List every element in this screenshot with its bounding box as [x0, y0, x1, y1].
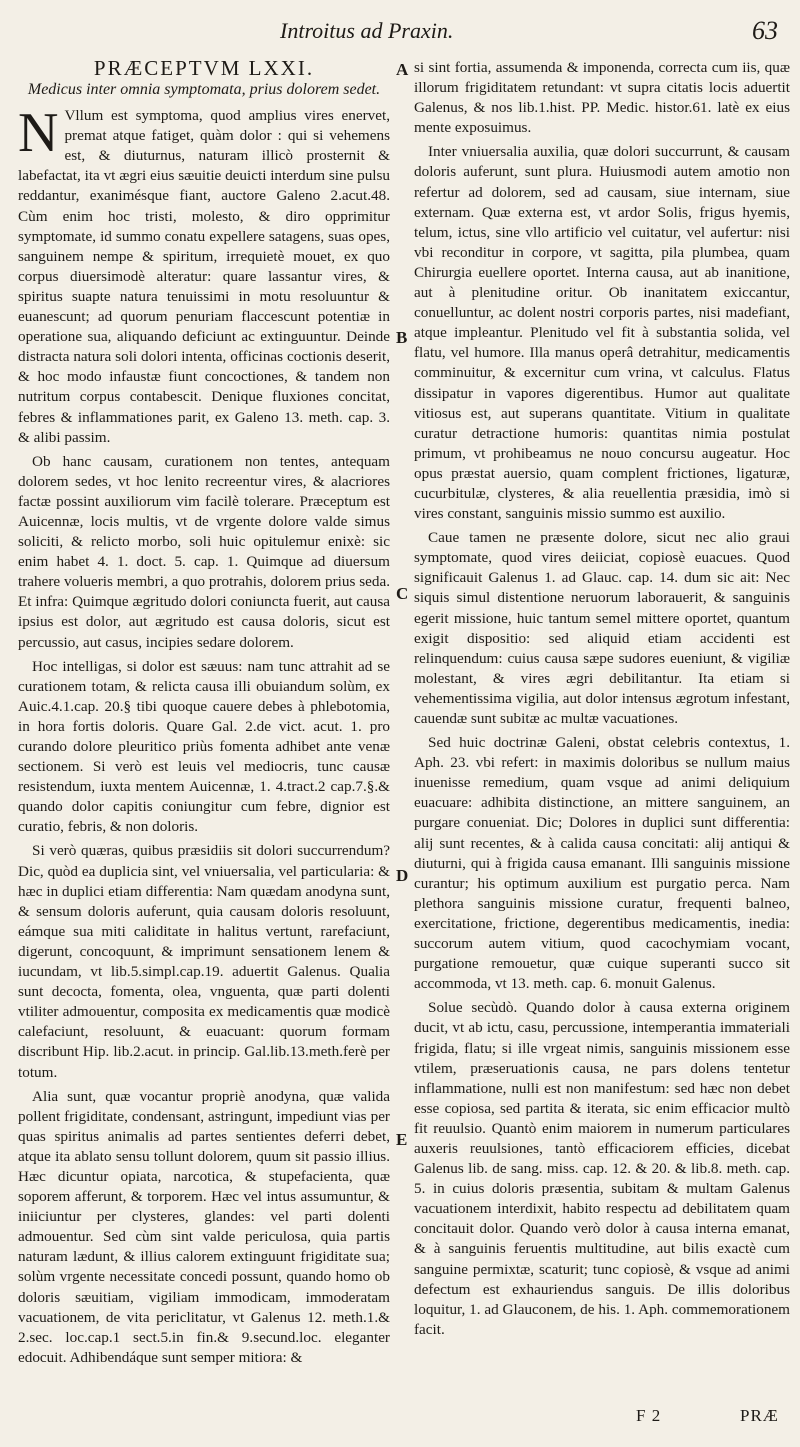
- paragraph-text: Vllum est symptoma, quod amplius vires enervet, premat atque fatiget, quàm dolor : qui si vehemens est, & diuturnus, naturam illicò prosternit & labefactat, ita vt ægri eius sæuitie deuicti interdum sine pulsu reddantur, exanimésque fiant, auctore Galeno 2.acut.48. Cùm enim hoc tristi, molesto, & diro opprimitur symptomate, id summo conatu expellere satagens, suas opes, sanguinem nempe & spiritum, irrequietè mouet, ex quo corpus diuersimodè alteratur: quare lassantur vires, & spiritus suapte natura tenuissimi in motu resoluuntur & euanescunt; ad quorum penuriam flaccescunt potentiæ in operatione sua, aliquando deficiunt ac extinguuntur. Deinde distracta natura soli dolori intenta, officinas coctionis deserit, & hoc modo infaustæ fiunt concoctiones, & tandem non nutritum corpus contabescit. Denique fluxiones concitat, febres & inflammationes parit, ex Galeno 13. meth. cap. 3. & alibi passim.: [18, 107, 391, 446]
- paragraph: Si verò quæras, quibus præsidiis sit dolori succurrendum? Dic, quòd ea duplicia sint, vel vniuersalia, vel particularia: & hæc in duplici etiam differentia: Nam quædam anodyna sunt, & sensum doloris auferunt, quia causam doloris resoluunt, eámque sua miti caliditate in halitus vertunt, rarefaciunt, digerunt, concoquunt, & imprimunt sensationem lenem & iucundam, vt lib.5.simpl.cap.19. aduertit Galenus. Qualia sunt decocta, fomenta, olea, vnguenta, quæ parti dolenti vtiliter admouentur, composita ex medicamentis quæ modicè calefaciunt, resoluunt, & euacuant: quorum formam discribunt Hip. lib.2.acut. in princip. Gal.lib.13.meth.ferè per totum.: [18, 842, 390, 1081]
- running-title: Introitus ad Praxin.: [280, 18, 454, 43]
- page-number: 63: [752, 16, 778, 45]
- margin-letter-d: D: [396, 866, 409, 885]
- margin-letter-c: C: [396, 584, 409, 603]
- precept-heading: PRÆCEPTVM LXXI.: [93, 56, 315, 80]
- paragraph: si sint fortia, assumenda & imponenda, correcta cum iis, quæ illorum frigiditatem retundant: vt supra citatis locis aduertit Galenus, & nos lib.1.hist. PP. Medic. histor.61. latè ex eius mente exposuimus.: [414, 59, 790, 137]
- paragraph: Solue secùdò. Quando dolor à causa externa originem ducit, vt ab ictu, casu, percussione, intemperantia immateriali frigida, flatu; si ille vrgeat nimis, sanguinis missionem esse vtilem, præseruationis causa, ne pars dolens tentetur inflammatione, nulli est non manifestum: sed hæc non debet esse copiosa, sed partita & iterata, sic enim efficacior multò fit reuulsio. Quantò enim maiorem in numerum particulares auxeris reuulsiones, tantò efficaciorem efficies, dicebat Galenus lib. de sang. miss. cap. 12. & 20. & lib.8. meth. cap. 5. in cuius doloris præsentia, subitam & multam Galenus vacuationem interdixit, habito respectu ad debilitatem quam concitauit dolor. Quando verò dolor à causa interna emanat, & à sanguinis feruentis multitudine, aut bilis exactè cum sanguine permixtæ, scaturit; tunc copiosè, & vsque ad animi defectum est exhauriendus sanguis. De illis doloribus loquitur, 1. ad Glauconem, de his. 1. Aph. commemorationem facit.: [414, 999, 790, 1338]
- left-column: [18, 58, 390, 1372]
- paragraph: Alia sunt, quæ vocantur propriè anodyna, quæ valida pollent frigiditate, condensant, astringunt, impediunt vias per quas spiritus animalis ad partes sentientes deferri debet, atque ita ablato sensu tollunt dolorem, quum sit passio illius. Hæc dicuntur opiata, narcotica, & stupefacienta, quæ soporem afferunt, & torporem. Hæc vel intus assumuntur, & iniiciuntur per clysteres, glandes: vel parti dolenti admouentur. Sed cùm sint valde periculosa, quia partis naturam lædunt, & illius calorem extinguunt frigiditate sua; solùm vrgente necessitate concedi possunt, quando homo ob doloris sæuitiam, vigiliam immodicam, immoderatam vacuationem, de vita periclitatur, vt Galenus 12. meth.1.& 2.sec. loc.cap.1 sect.5.in fin.& 9.secund.loc. eleganter edocuit. Adhibendáque sunt semper mitiora: &: [18, 1087, 390, 1366]
- precept-subheading: Medicus inter omnia symptomata, prius dolorem sedet.: [27, 81, 381, 99]
- catchword: PRÆ: [740, 1406, 779, 1425]
- right-column: [414, 58, 790, 1344]
- margin-letter-e: E: [396, 1130, 408, 1149]
- paragraph: Sed huic doctrinæ Galeni, obstat celebris contextus, 1. Aph. 23. vbi refert: in maximis doloribus se nullum maius inuenisse remedium, quam vsque ad animi deliquium euacuare: adhibita distinctione, an mittere sanguinem, an purgare conueniat. Dic; Dolores in duplici sunt differentia: alij sunt recentes, & à calida causa concitati: alij antiqui & diuturni, qui à frigida causa emanant. Illi sanguinis missione curantur; his optimum auxilium est purgatio perca. Nam plethora sanguinis missione curatur, frequenti balneo, exercitatione, frictione, degerentibus medicamentis, inedia: succorum autem vitium, quod cacochymiam vocant, purgatione remouetur, quæ cuique superanti succo sit accommoda, vt 13. meth. cap. 6. monuit Galenus.: [414, 734, 790, 993]
- margin-letter-a: A: [396, 60, 409, 79]
- paragraph: Inter vniuersalia auxilia, quæ dolori succurrunt, & causam doloris auferunt, sunt plura. Huiusmodi autem amotio non refertur ad dolorem, sed ad causam, siue internam, siue externam. Quæ externa est, vt ardor Solis, frigus hyemis, telum, ictus, sine vllo artificio vel cuitatur, vel aufertur: nisi vbi reconditur in corpore, vt sagitta, pila plumbea, quam Chirurgia euellere oportet. Interna causa, aut ab inanitione, aut à plenitudine oritur. Ob inanitatem exiccantur, conuelluntur, ac dolent nostri corporis partes, nisi madefiant, atque impleantur. Plenitudo vel fit à substantia solida, vel flatu, vel humore. Illa manus operâ detrahitur, medicamentis comminuitur, & excernitur cum vrina, vt calculus. Flatus dissipatur in vapores digerentibus. Humor aut qualitate vitiosus est, aut superans quantitate. Vitium in qualitate curatur detractione humoris: quantitas nimia postulat primum, vt prohibeamus ne nouo concursu augeatur. Hoc opus præstat auersio, quam complent frictiones, ligaturæ, cucurbitulæ, clysteres, & alia reuellentia præsidia, imò si vires constant, sanguinis missio summo est auxilio.: [414, 143, 790, 523]
- paragraph: Caue tamen ne præsente dolore, sicut nec alio graui symptomate, quod vires deiiciat, copiosè euacues. Quod significauit Galenus 1. ad Glauc. cap. 14. dum sic ait: Nec siquis simul distentione neruorum laborauerit, & sanguinis egerit missione, huic tantum semel mittere oportet, quantum exigit dispositio: sed aliquid etiam accidenti est relinquendum: cuius causa sæpe sudores eueniunt, & vigiliæ molestant, & vires ægri debilitantur. Ita etiam si vehementissima vigilia, aut dolor intensus ægrotum infestant, cauendæ sunt subitæ ac multæ vacuationes.: [414, 529, 790, 727]
- paragraph: [18, 102, 391, 448]
- paragraph: Hoc intelligas, si dolor est sæuus: nam tunc attrahit ad se curationem totam, & relicta causa illi obuiandum solùm, ex Auic.4.1.cap. 20.§ tibi quoque cauere debes à phlebotomia, in hora fortis doloris. Quare Gal. 2.de vict. acut. 1. pro curando dolore pleuritico priùs fomenta adhibet ante venæ sectionem. Si verò est leuis vel mediocris, tunc causæ resistendum, iuxta mentem Auicennæ, 1. 4.tract.2 cap.7.§.& quando dolor capitis coniungitur cum febre, dignior est curatio, febris, & non doloris.: [18, 657, 390, 836]
- paragraph: Ob hanc causam, curationem non tentes, antequam dolorem sedes, vt hoc lenito recreentur vires, & alacriores factæ possint auxiliorum vim facilè tolerare. Præceptum est Auicennæ, locis multis, vt de vrgente dolore valde simus soliciti, & relicto morbo, soli huic opitulemur enixè: sic enim habet 4. 1. doct. 5. cap. 1. Quimque ad diuersum trahere volueris membri, a quo protrahis, dolorem prius seda. Et infra: Quimque ægritudo dolori coniuncta fuerit, aut causa ipsius est dolor, aut ægritudo est causa doloris, sicut est percussio, aut casus, incipies sedare dolorem.: [18, 452, 390, 651]
- margin-letter-b: B: [396, 328, 408, 347]
- signature-mark: F 2: [636, 1406, 662, 1425]
- drop-capital: N: [18, 102, 59, 165]
